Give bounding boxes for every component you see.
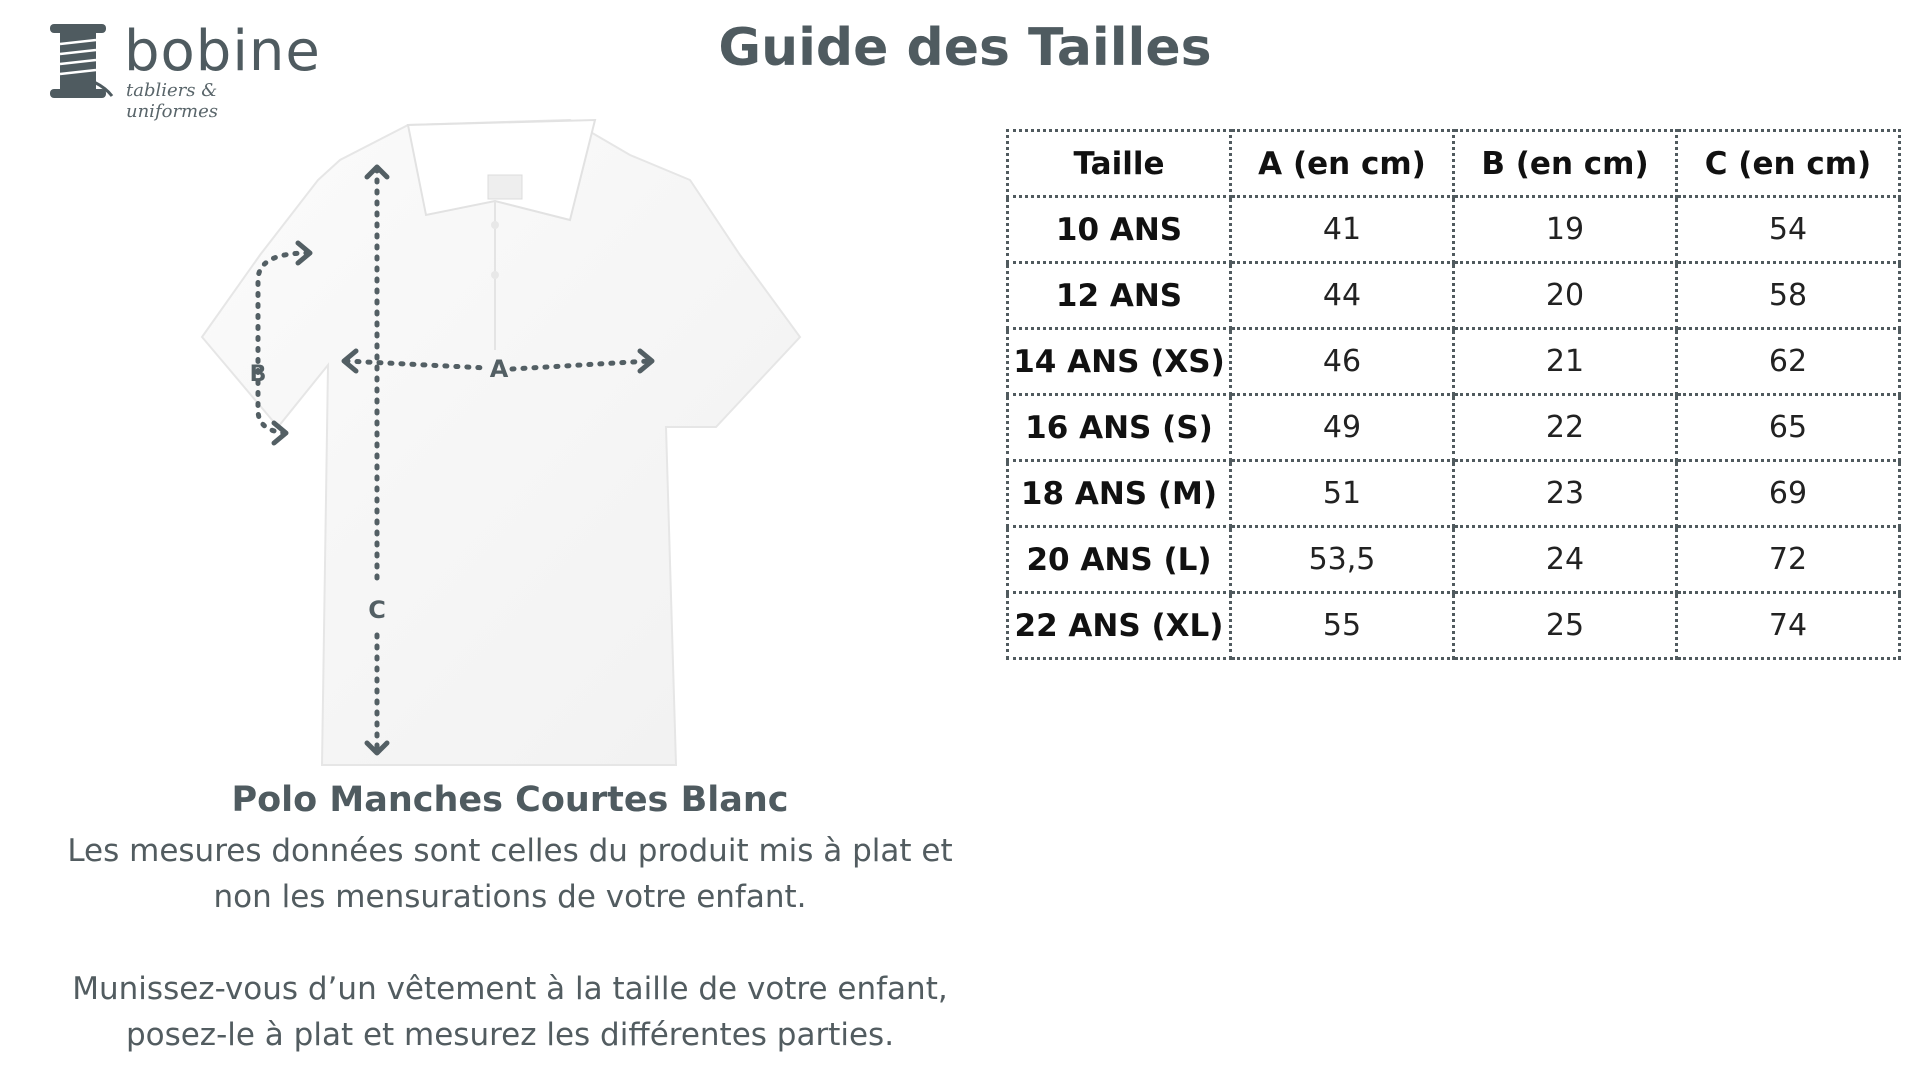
polo-shirt-illustration [202,120,800,765]
size-cell: 18 ANS (M) [1008,461,1231,527]
measure-c-label: C [368,596,386,624]
table-row [1008,461,1900,527]
value-c-cell: 74 [1677,593,1900,659]
spool-icon [46,22,116,102]
size-table [1006,129,1901,660]
size-cell: 16 ANS (S) [1008,395,1231,461]
brand-name: bobine [124,19,321,84]
value-c-cell: 58 [1677,263,1900,329]
value-a-cell: 41 [1231,197,1454,263]
value-c-cell: 72 [1677,527,1900,593]
measure-a-label: A [489,355,509,383]
size-cell: 12 ANS [1008,263,1231,329]
polo-diagram [140,115,820,775]
measurement-note-line: Les mesures données sont celles du produit mis à plat et [67,833,953,869]
table-row [1008,197,1900,263]
size-cell: 20 ANS (L) [1008,527,1231,593]
value-b-cell: 19 [1454,197,1677,263]
value-a-cell: 49 [1231,395,1454,461]
polo-button [491,271,499,279]
value-c-cell: 62 [1677,329,1900,395]
polo-button [491,221,499,229]
size-cell: 22 ANS (XL) [1008,593,1231,659]
value-b-cell: 21 [1454,329,1677,395]
value-a-cell: 55 [1231,593,1454,659]
value-c-cell: 65 [1677,395,1900,461]
measurement-instructions-line: posez-le à plat et mesurez les différentes parties. [125,1017,895,1053]
page-title: Guide des Tailles [718,18,1212,78]
value-b-cell: 24 [1454,527,1677,593]
measurement-note [20,828,1000,920]
value-a-cell: 53,5 [1231,527,1454,593]
table-row [1008,527,1900,593]
value-a-cell: 51 [1231,461,1454,527]
value-b-cell: 20 [1454,263,1677,329]
measurement-instructions [20,966,1000,1058]
value-c-cell: 69 [1677,461,1900,527]
size-table-header-row [1008,131,1900,197]
brand-tagline: tabliers & uniformes [126,80,219,122]
product-title: Polo Manches Courtes Blanc [231,780,789,820]
value-a-cell: 46 [1231,329,1454,395]
measurement-note-line: non les mensurations de votre enfant. [213,879,807,915]
value-b-cell: 25 [1454,593,1677,659]
header-b: B (en cm) [1454,131,1677,197]
table-row [1008,329,1900,395]
value-b-cell: 22 [1454,395,1677,461]
header-a: A (en cm) [1231,131,1454,197]
header-c: C (en cm) [1677,131,1900,197]
table-row [1008,395,1900,461]
measure-b-label: B [249,362,267,387]
size-cell: 10 ANS [1008,197,1231,263]
value-c-cell: 54 [1677,197,1900,263]
header-size: Taille [1008,131,1231,197]
table-row [1008,263,1900,329]
size-cell: 14 ANS (XS) [1008,329,1231,395]
brand-logo [46,19,321,122]
table-row [1008,593,1900,659]
measurement-instructions-line: Munissez-vous d’un vêtement à la taille de votre enfant, [72,971,948,1007]
polo-label-tag [488,175,522,199]
value-a-cell: 44 [1231,263,1454,329]
value-b-cell: 23 [1454,461,1677,527]
